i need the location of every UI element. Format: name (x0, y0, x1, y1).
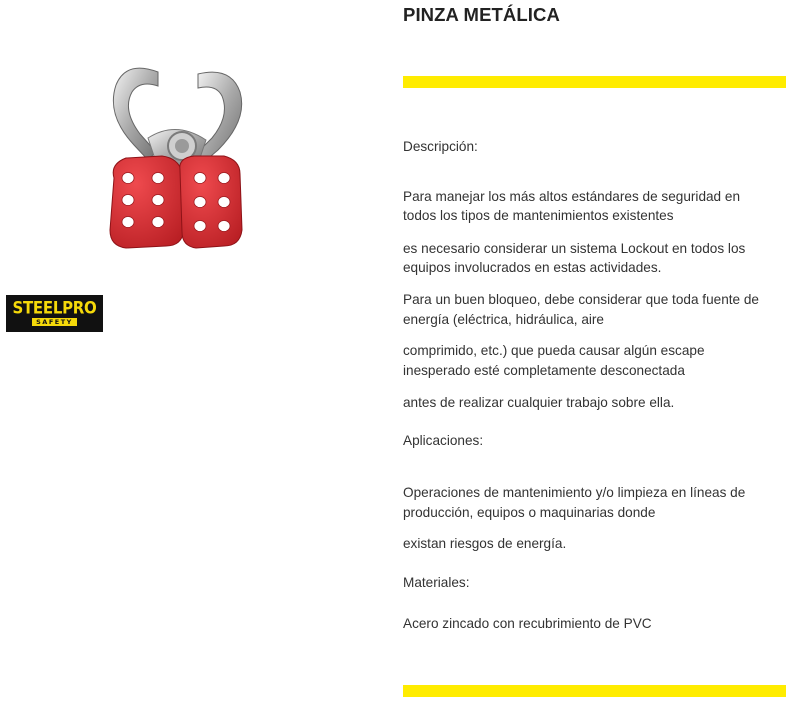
desc-text: Para manejar los más altos estándares de seguridad en (403, 189, 741, 204)
brand-tagline: SAFETY (32, 318, 77, 326)
aplicaciones-heading: Aplicaciones: (403, 433, 484, 448)
accent-bar-bottom (403, 685, 786, 697)
accent-bar-top (403, 76, 786, 88)
aplicaciones-text: Operaciones de mantenimiento y/o limpieza en líneas de (403, 485, 746, 500)
desc-text: equipos involucrados en estas actividades. (403, 260, 662, 275)
product-image (96, 60, 256, 260)
product-title: PINZA METÁLICA (403, 4, 560, 25)
descripcion-heading: Descripción: (403, 139, 478, 154)
desc-text: Para un buen bloqueo, debe considerar que toda fuente de (403, 292, 759, 307)
materiales-heading: Materiales: (403, 575, 470, 590)
brand-logo (6, 295, 103, 332)
desc-text: todos los tipos de mantenimientos existentes (403, 208, 674, 223)
aplicaciones-text: producción, equipos o maquinarias donde (403, 505, 656, 520)
desc-text: inesperado esté completamente desconectada (403, 363, 685, 378)
brand-name: STEELPRO (12, 297, 97, 319)
desc-text: comprimido, etc.) que pueda causar algún escape (403, 343, 705, 358)
desc-text: antes de realizar cualquier trabajo sobre ella. (403, 395, 675, 410)
materiales-text: Acero zincado con recubrimiento de PVC (403, 616, 652, 631)
desc-text: es necesario considerar un sistema Lockout en todos los (403, 241, 746, 256)
aplicaciones-text: existan riesgos de energía. (403, 536, 567, 551)
desc-text: energía (eléctrica, hidráulica, aire (403, 312, 604, 327)
